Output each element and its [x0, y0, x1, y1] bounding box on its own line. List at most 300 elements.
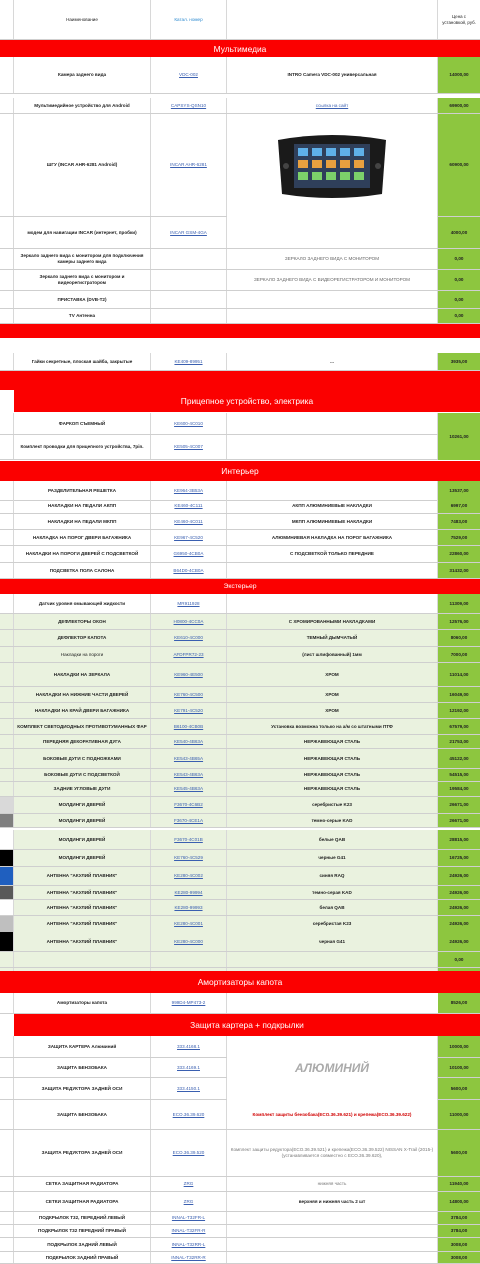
item-price: 26671,00 [438, 797, 480, 813]
catalog-number-link[interactable]: INNAL-T32RR-R [151, 1252, 227, 1263]
catalog-number-link[interactable] [151, 270, 227, 290]
item-name: TV Антенна [14, 309, 151, 323]
item-price: 0,00 [438, 249, 480, 269]
item-name: СЕТКА ЗАЩИТНАЯ РАДИАТОРА [14, 1177, 151, 1191]
color-swatch [0, 735, 14, 748]
color-swatch [0, 1192, 14, 1211]
table-row [0, 57, 480, 94]
color-swatch [0, 663, 14, 686]
item-price: 69900,00 [438, 98, 480, 113]
head-unit-icon [272, 130, 392, 202]
table-row [0, 916, 480, 933]
table-row [0, 1225, 480, 1238]
item-description [227, 1252, 438, 1263]
catalog-number-link[interactable]: 333.4169.1 [151, 1058, 227, 1077]
table-row [0, 900, 480, 916]
table-row [0, 630, 480, 647]
item-price: 10000,00 [438, 1036, 480, 1057]
table-row [0, 782, 480, 797]
catalog-number-link[interactable]: INNAL-T32RR-L [151, 1238, 227, 1251]
table-row [0, 719, 480, 735]
item-description: НЕРЖАВЕЮЩАЯ СТАЛЬ [227, 782, 438, 796]
item-description [227, 563, 438, 578]
color-swatch [0, 993, 14, 1013]
item-name: КОМПЛЕКТ СВЕТОДИОДНЫХ ПРОТИВОТУМАННЫХ ФАР [14, 719, 151, 734]
color-swatch [0, 114, 14, 216]
item-description: (лист шлифованный) 1мм [227, 647, 438, 662]
catalog-number-link[interactable]: G6950-4CB0A [151, 546, 227, 562]
item-description: ЗЕРКАЛО ЗАДНЕГО ВИДА С МОНИТОРОМ [227, 249, 438, 269]
catalog-number-link[interactable]: KE460-4C111 [151, 498, 227, 513]
item-description: ХРОМ [227, 703, 438, 718]
item-name: АНТЕННА "АКУЛИЙ ПЛАВНИК" [14, 916, 151, 932]
color-swatch [0, 98, 14, 113]
item-price: 24926,00 [438, 916, 480, 932]
item-price: 24926,00 [438, 900, 480, 915]
item-description[interactable]: ссылка на сайт [227, 98, 438, 113]
table-row [0, 769, 480, 782]
item-description: ... [227, 353, 438, 370]
catalog-number-link[interactable]: KE543-4B63A [151, 769, 227, 781]
color-swatch [0, 1130, 14, 1176]
item-name: НАКЛАДКИ НА КРАЙ ДВЕРИ БАГАЖНИКА [14, 703, 151, 718]
item-name: Гайки секретные, плоская шайба, закрытые [14, 353, 151, 370]
item-description: ХРОМ [227, 687, 438, 702]
item-price: 14000,00 [438, 57, 480, 93]
item-name: БОКОВЫЕ ДУГИ С ПОДНОЖКАМИ [14, 749, 151, 768]
item-name: ФАРКОП СЪЕМНЫЙ [14, 413, 151, 434]
color-swatch [0, 1100, 14, 1129]
color-swatch [0, 867, 14, 885]
color-swatch [0, 1058, 14, 1077]
catalog-number-link[interactable]: KE600-4C010 [151, 413, 227, 434]
catalog-number-link[interactable]: KE964-3B53A [151, 481, 227, 500]
item-price: 21753,00 [438, 735, 480, 748]
item-price: 7529,00 [438, 530, 480, 545]
color-swatch [0, 435, 14, 459]
color-swatch [0, 249, 14, 269]
catalog-number-link[interactable]: INCAR GSM-4GA [151, 217, 227, 248]
color-swatch [0, 563, 14, 578]
item-description [227, 435, 438, 459]
table-row [0, 270, 480, 291]
table-row [0, 309, 480, 324]
color-swatch [0, 498, 14, 513]
catalog-number-link[interactable]: 333.4150.1 [151, 1078, 227, 1099]
head-unit-image [227, 114, 438, 217]
item-price: 3935,00 [438, 353, 480, 370]
catalog-number-link[interactable]: INNAL-T32FR-L [151, 1212, 227, 1224]
catalog-number-link[interactable]: CAPSYS-QSN10 [151, 98, 227, 113]
catalog-number-link[interactable]: AFDFPR72-23 [151, 647, 227, 662]
catalog-number-link[interactable]: KE409-89951 [151, 353, 227, 370]
color-swatch [0, 952, 14, 967]
item-description [227, 1238, 438, 1251]
item-price: 10100,00 [438, 1058, 480, 1077]
item-name: модем для навигации INCAR (интернет, пробки) [14, 217, 151, 248]
item-description: С ХРОМИРОВАННЫМИ НАКЛАДКАМИ [227, 614, 438, 629]
color-swatch [0, 797, 14, 813]
item-price: 3784,00 [438, 1212, 480, 1224]
item-name: ЗАЩИТА КАРТЕРА Алюминий [14, 1036, 151, 1057]
item-price: 24926,00 [438, 932, 480, 951]
catalog-number-link[interactable]: ZRG [151, 1177, 227, 1191]
item-description: ЗЕРКАЛО ЗАДНЕГО ВИДА С ВИДЕОРЕГИСТРАТОРОМ И МОНИТОРОМ [227, 270, 438, 290]
item-description: серебристая K23 [227, 916, 438, 932]
table-row [0, 614, 480, 630]
item-price: 7000,00 [438, 647, 480, 662]
color-swatch [0, 217, 14, 248]
item-name: АНТЕННА "АКУЛИЙ ПЛАВНИК" [14, 867, 151, 885]
item-description [227, 309, 438, 323]
color-swatch [0, 1036, 14, 1057]
color-swatch [0, 291, 14, 308]
item-name: Датчик уровня омывающей жидкости [14, 594, 151, 613]
catalog-number-link[interactable]: B64D0-4CB0A [151, 563, 227, 578]
item-price: 0,00 [438, 270, 480, 290]
catalog-number-link[interactable]: KE760-4C500 [151, 687, 227, 702]
catalog-number-link[interactable]: KE540-4B63A [151, 735, 227, 748]
table-row [0, 993, 480, 1014]
item-name: ЗАЩИТА БЕНЗОБАКА [14, 1058, 151, 1077]
catalog-number-link[interactable]: KE460-4C011 [151, 514, 227, 529]
color-swatch [0, 916, 14, 932]
col-header-name: Наименование [14, 0, 151, 39]
table-row [0, 932, 480, 952]
item-name: АНТЕННА "АКУЛИЙ ПЛАВНИК" [14, 900, 151, 915]
item-description [227, 1212, 438, 1224]
item-description: АЛЮМИНИЕВАЯ НАКЛАДКА НА ПОРОГ БАГАЖНИКА [227, 530, 438, 545]
section-interior: Интерьер [0, 461, 480, 481]
item-name: Зеркало заднего вида с монитором и видеорегистратором [14, 270, 151, 290]
item-description [227, 291, 438, 308]
item-price: 11309,00 [438, 594, 480, 613]
item-name: СЕТКИ ЗАЩИТНАЯ РАДИАТОРА [14, 1192, 151, 1211]
item-name: НАКЛАДКА НА ПОРОГ ДВЕРИ БАГАЖНИКА [14, 530, 151, 545]
item-price: 13537,00 [438, 481, 480, 500]
table-row [0, 563, 480, 579]
item-price: 12576,00 [438, 614, 480, 629]
item-price: 54515,00 [438, 769, 480, 781]
item-description: серебристые K23 [227, 797, 438, 813]
trailer-price: 10261,00 [438, 413, 480, 460]
item-description [227, 217, 438, 248]
catalog-number-link[interactable]: VDC-002 [151, 57, 227, 93]
table-row [0, 952, 480, 968]
table-row [0, 1238, 480, 1252]
catalog-number-link[interactable]: B6100-4CB0B [151, 719, 227, 734]
color-swatch [0, 270, 14, 290]
item-name: Амортизаторы капота [14, 993, 151, 1013]
catalog-number-link[interactable]: KE967-4C520 [151, 530, 227, 545]
col-header-catalog: Катал. номер [151, 0, 227, 39]
item-name: Накладки на пороги [14, 647, 151, 662]
catalog-number-link[interactable]: 333.4168.1 [151, 1036, 227, 1057]
item-name: ЗАЩИТА РЕДУКТОРА ЗАДНЕЙ ОСИ [14, 1130, 151, 1176]
color-swatch [0, 830, 14, 849]
item-description: ХРОМ [227, 663, 438, 686]
item-price: 5600,00 [438, 1130, 480, 1176]
item-description: темно-серые KAD [227, 814, 438, 827]
item-description: синяя RAQ [227, 867, 438, 885]
item-price: 14800,00 [438, 1192, 480, 1211]
catalog-number-link[interactable]: KE280-4C000 [151, 932, 227, 951]
item-price: 0,00 [438, 309, 480, 323]
catalog-number-link[interactable]: ECO.36.39.620 [151, 1100, 227, 1129]
item-price: 67579,00 [438, 719, 480, 734]
item-price: 11014,00 [438, 663, 480, 686]
item-price: 24926,00 [438, 886, 480, 899]
item-description: верхняя и нижняя часть 2 шт [227, 1192, 438, 1211]
table-row [0, 867, 480, 886]
item-description: С ПОДСВЕТКОЙ ТОЛЬКО ПЕРЕДНИЕ [227, 546, 438, 562]
catalog-number-link[interactable]: KE760-4C529 [151, 850, 227, 866]
item-name: ПОДКРЫЛОК ЗАДНИЙ ПРАВЫЙ [14, 1252, 151, 1263]
table-row [0, 663, 480, 687]
item-description: АКПП АЛЮМИНИЕВЫЕ НАКЛАДКИ [227, 498, 438, 513]
item-price: 8060,00 [438, 630, 480, 646]
item-name: МОЛДИНГИ ДВЕРЕЙ [14, 830, 151, 849]
item-description: Комплект защиты редуктора(ECO.36.39.521) и крепежа(ECO.36.39.522) NISSAN X-Trail (2015-) (устанавливается совместно с ECO.36.39.620), [227, 1130, 438, 1176]
item-price: 11000,00 [438, 1100, 480, 1129]
catalog-number-link[interactable] [151, 249, 227, 269]
color-swatch [0, 1212, 14, 1224]
item-description [227, 594, 438, 613]
item-price: 60900,00 [438, 114, 480, 216]
item-price: 3784,00 [438, 1225, 480, 1237]
item-price: 3008,00 [438, 1238, 480, 1251]
color-swatch [0, 1225, 14, 1237]
table-row [0, 1212, 480, 1225]
table-row [0, 647, 480, 663]
item-price: 26671,00 [438, 814, 480, 827]
item-name: ПРИСТАВКА (DVB-T2) [14, 291, 151, 308]
item-price: 0,00 [438, 291, 480, 308]
table-row [0, 703, 480, 719]
color-swatch [0, 1177, 14, 1191]
item-name: НАКЛАДКИ НА ПЕДАЛИ МКПП [14, 514, 151, 529]
table-row [0, 814, 480, 828]
item-description: НЕРЖАВЕЮЩАЯ СТАЛЬ [227, 769, 438, 781]
table-row [0, 850, 480, 867]
item-name: МОЛДИНГИ ДВЕРЕЙ [14, 797, 151, 813]
table-row [0, 1130, 480, 1177]
col-header-price: Цена с установкой, руб. [438, 0, 480, 39]
item-description: НЕРЖАВЕЮЩАЯ СТАЛЬ [227, 749, 438, 768]
item-price: 28815,00 [438, 830, 480, 849]
catalog-number-link[interactable]: KE960-4E500 [151, 663, 227, 686]
color-swatch [0, 719, 14, 734]
table-row [0, 413, 480, 435]
color-swatch [0, 769, 14, 781]
table-row [0, 749, 480, 769]
item-price: 12192,00 [438, 703, 480, 718]
table-row [0, 594, 480, 614]
item-price: 31432,00 [438, 563, 480, 578]
item-name: РАЗДЕЛИТЕЛЬНАЯ РЕШЕТКА [14, 481, 151, 500]
catalog-number-link[interactable]: F3670-4CE1A [151, 814, 227, 827]
catalog-number-link[interactable]: KE545-4B63A [151, 782, 227, 796]
item-description [227, 952, 438, 967]
table-row [0, 98, 480, 114]
catalog-number-link[interactable]: F3670-4C01B [151, 830, 227, 849]
item-description [227, 1225, 438, 1237]
item-name: НАКЛАДКИ НА НИЖНИЕ ЧАСТИ ДВЕРЕЙ [14, 687, 151, 702]
item-description [227, 413, 438, 434]
item-description: нижняя часть [227, 1177, 438, 1191]
table-row [0, 735, 480, 749]
table-row [0, 1177, 480, 1192]
item-description: ТЕМНЫЙ ДЫМЧАТЫЙ [227, 630, 438, 646]
color-swatch [0, 413, 14, 434]
table-row [0, 514, 480, 530]
item-description: Установка возможна только на а/м со штатными ПТФ [227, 719, 438, 734]
section-exterior: Экстерьер [0, 579, 480, 594]
item-description: INTRO Camera VDC-002 универсальная [227, 57, 438, 93]
catalog-number-link[interactable]: MR911928 [151, 594, 227, 613]
catalog-number-link[interactable]: ZRG [151, 1192, 227, 1211]
table-row [0, 830, 480, 850]
catalog-number-link[interactable]: KE791-4C520 [151, 703, 227, 718]
section-divider-1 [0, 324, 480, 338]
table-row [0, 249, 480, 270]
item-name: Камера заднего вида [14, 57, 151, 93]
catalog-number-link[interactable]: KE505-4C007 [151, 435, 227, 459]
item-name: АНТЕННА "АКУЛИЙ ПЛАВНИК" [14, 886, 151, 899]
table-row [0, 797, 480, 814]
catalog-number-link[interactable]: 999D4-MP473-2 [151, 993, 227, 1013]
color-swatch [0, 932, 14, 951]
color-swatch [0, 594, 14, 613]
catalog-number-link[interactable] [151, 952, 227, 967]
aluminium-label: АЛЮМИНИЙ [227, 1036, 438, 1100]
color-swatch [0, 1238, 14, 1251]
color-swatch [0, 886, 14, 899]
color-swatch [0, 630, 14, 646]
color-swatch [0, 546, 14, 562]
color-swatch [0, 57, 14, 93]
item-name: ЗАЩИТА БЕНЗОБАКА [14, 1100, 151, 1129]
item-price: 4000,00 [438, 217, 480, 248]
catalog-number-link[interactable]: H0800-4CC0A [151, 614, 227, 629]
section-divider-2 [0, 371, 480, 390]
catalog-number-link[interactable]: KE280-4C002 [151, 867, 227, 885]
item-price: 11940,00 [438, 1177, 480, 1191]
item-name: ПОДКРЫЛОК Т32 ПЕРЕДНИЙ ПРАВЫЙ [14, 1225, 151, 1237]
catalog-number-link[interactable] [151, 309, 227, 323]
item-description: темно-серая KAD [227, 886, 438, 899]
item-description: Комплект защиты бензобака(ECO.36.39.621) и крепежа(ECO.36.39.622) [227, 1100, 438, 1129]
item-price: 3008,00 [438, 1252, 480, 1263]
item-name: ПЕРЕДНЯЯ ДЕКОРАТИВНАЯ ДУГА [14, 735, 151, 748]
item-price: 24926,00 [438, 867, 480, 885]
table-row [0, 217, 480, 249]
color-swatch [0, 647, 14, 662]
item-price: 45122,00 [438, 749, 480, 768]
color-swatch [0, 530, 14, 545]
catalog-number-link[interactable]: KE280-99993 [151, 900, 227, 915]
section-trailer: Прицепное устройство, электрика [14, 390, 480, 412]
item-name: ДЕФЛЕКТОР КАПОТА [14, 630, 151, 646]
section-multimedia: Мультимедиа [0, 40, 480, 57]
catalog-number-link[interactable]: KE280-4C001 [151, 916, 227, 932]
color-swatch [0, 749, 14, 768]
color-swatch [0, 614, 14, 629]
item-price: 19584,00 [438, 782, 480, 796]
color-swatch [0, 353, 14, 370]
catalog-number-link[interactable]: KE610-4C000 [151, 630, 227, 646]
item-name: Комплект проводки для прицепного устройства, 7pin. [14, 435, 151, 459]
section-hood-shocks: Амортизаторы капота [0, 971, 480, 993]
table-row [0, 1192, 480, 1212]
item-price: 6997,00 [438, 498, 480, 513]
table-row [0, 291, 480, 309]
item-price: 22860,00 [438, 546, 480, 562]
item-price: 5600,00 [438, 1078, 480, 1099]
item-name: НАКЛАДКИ НА ЗЕРКАЛА [14, 663, 151, 686]
catalog-number-link[interactable]: ECO.36.39.520 [151, 1130, 227, 1176]
item-name: Зеркало заднего вида с монитором для подключения камеры заднего вида [14, 249, 151, 269]
item-name: ЗАДНИЕ УГЛОВЫЕ ДУГИ [14, 782, 151, 796]
catalog-number-link[interactable]: INNAL-T32FR-R [151, 1225, 227, 1237]
color-swatch [0, 814, 14, 827]
table-row [0, 530, 480, 546]
item-price: 8526,00 [438, 993, 480, 1013]
item-description: черная G41 [227, 932, 438, 951]
item-description: МКПП АЛЮМИНИЕВЫЕ НАКЛАДКИ [227, 514, 438, 529]
color-swatch [0, 1252, 14, 1263]
item-description: белые QAB [227, 830, 438, 849]
item-name: ПОДКРЫЛОК Т32, ПЕРЕДНИЙ ЛЕВЫЙ [14, 1212, 151, 1224]
color-swatch [0, 309, 14, 323]
color-swatch [0, 1078, 14, 1099]
color-swatch [0, 514, 14, 529]
table-row [0, 687, 480, 703]
catalog-number-link[interactable]: KE543-4B65A [151, 749, 227, 768]
catalog-number-link[interactable]: KE280-99994 [151, 886, 227, 899]
item-name: ПОДКРЫЛОК ЗАДНИЙ ЛЕВЫЙ [14, 1238, 151, 1251]
header-row [0, 0, 480, 40]
catalog-number-link[interactable]: INCAR AHR-6281 [151, 114, 227, 216]
color-swatch [0, 900, 14, 915]
table-row [0, 1100, 480, 1130]
item-price: 7483,00 [438, 514, 480, 529]
item-price: 0,00 [438, 952, 480, 967]
table-row [0, 435, 480, 460]
table-row [0, 546, 480, 563]
catalog-number-link[interactable] [151, 291, 227, 308]
item-name: АНТЕННА "АКУЛИЙ ПЛАВНИК" [14, 932, 151, 951]
color-swatch [0, 782, 14, 796]
item-price: 16049,00 [438, 687, 480, 702]
item-name: НАКЛАДКИ НА ПЕДАЛИ АКПП [14, 498, 151, 513]
table-row [0, 353, 480, 371]
color-swatch [0, 703, 14, 718]
item-description: НЕРЖАВЕЮЩАЯ СТАЛЬ [227, 735, 438, 748]
item-name [14, 952, 151, 967]
item-name: ПОДСВЕТКА ПОЛА САЛОНА [14, 563, 151, 578]
item-name: МОЛДИНГИ ДВЕРЕЙ [14, 850, 151, 866]
item-name: ДЕФЛЕКТОРЫ ОКОН [14, 614, 151, 629]
catalog-number-link[interactable]: F3670-4C6B2 [151, 797, 227, 813]
table-row [0, 886, 480, 900]
item-description: черные G41 [227, 850, 438, 866]
section-crankcase: Защита картера + подкрылки [14, 1014, 480, 1036]
item-description: белая QAB [227, 900, 438, 915]
item-price: 16725,00 [438, 850, 480, 866]
item-name: ШГУ (INCAR AHR-6281 Android) [14, 114, 151, 216]
item-name: БОКОВЫЕ ДУГИ С ПОДСВЕТКОЙ [14, 769, 151, 781]
